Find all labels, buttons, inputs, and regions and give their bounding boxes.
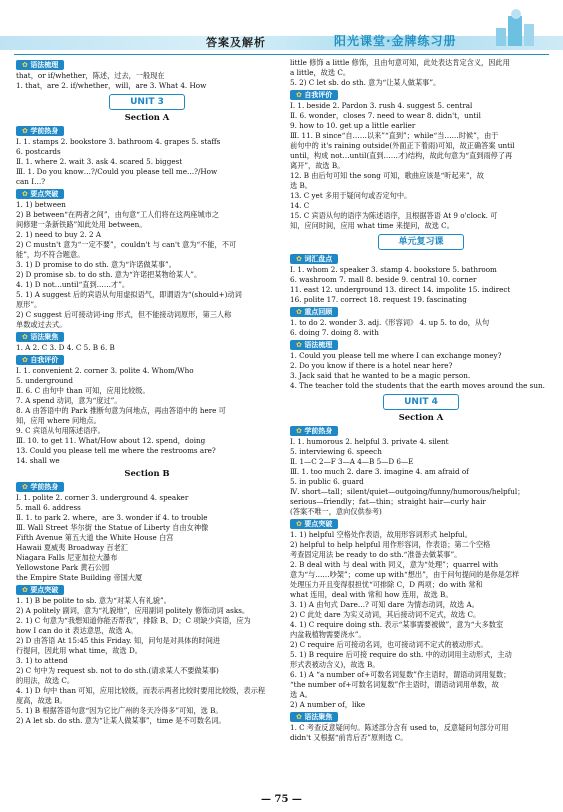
- answer-line: Ⅰ. 1. whom 2. speaker 3. stamp 4. bookstore 5. bathroom: [290, 265, 497, 274]
- answer-line: 5. interviewing 6. speech: [290, 447, 382, 456]
- answer-line: 知，应用 where 问地点。: [16, 416, 101, 425]
- answer-line: 1. 1) helpful 空格处作表语，故用形容词形式 helpful。: [290, 530, 472, 539]
- answer-line: 12. B 由后句可知 the song 可知，歌曲应该是“听起来”，故: [290, 171, 484, 180]
- answer-line: 3. 1) D promise to do sth. 意为“许诺做某事”。: [16, 260, 176, 269]
- building-icon: [490, 8, 550, 48]
- answer-line: Ⅰ. 1. humorous 2. helpful 3. private 4. silent: [290, 437, 449, 446]
- answer-line: 2) A let sb. do sth. 意为“让某人做某事”，time 是不可数名词。: [16, 716, 226, 725]
- answer-line: 2. B deal with 与 deal with 同义，意为“处理”；quarrel with: [290, 560, 499, 569]
- page-number: — 75 —: [261, 794, 302, 805]
- section-tag-row: [16, 330, 278, 343]
- answer-line: 2) B between“在两者之间”，由句意“工人们将在这两座城市之: [16, 210, 220, 219]
- section-tag-row: [16, 583, 278, 596]
- answer-line: 处理压力开且变得很担忧“可排除 C，D 两项；do with 常和: [290, 580, 483, 589]
- answer-line: 能”，均不符合题意。: [16, 250, 85, 259]
- header-rule: [14, 54, 549, 55]
- answer-line: 9. C 宾语从句用陈述语序。: [16, 426, 105, 435]
- answer-line: 3. 1) A 由句式 Dare…? 可知 dare 为情态动词，故选 A。: [290, 600, 479, 609]
- answer-line: 3. Jack said that he wanted to be a magic person.: [290, 371, 471, 380]
- answer-line: how I can do it 表达意思，故选 A。: [16, 626, 138, 635]
- answer-line: 6. postcards: [16, 147, 61, 156]
- page-header: [0, 0, 563, 52]
- answer-line: 知，应问时间，应用 what time 来提问，故选 C。: [290, 221, 454, 230]
- answer-line: 4. The teacher told the students that the earth moves around the sun.: [290, 381, 545, 390]
- answer-line: 2) C mustn't 意为“一定不要”，couldn't 与 can't 意为“不能，不可: [16, 240, 237, 249]
- answer-line: 14. C: [290, 201, 310, 210]
- section-tag-row: [16, 187, 278, 200]
- left-column: [16, 58, 278, 726]
- answer-line: 6. 1) A “a number of+可数名词复数”作主语时，谓语动词用复数；: [290, 670, 511, 679]
- answer-line: 5. in public 6. guard: [290, 477, 364, 486]
- answer-line: little 修饰 a little 修饰，且由句意可知，此处表达肯定含义，因此用: [290, 58, 510, 67]
- right-column: [290, 58, 552, 743]
- answer-line: 4. 1) D 句中 than 可知，应用比较级，而表示两者比较时要用比较级，表示程: [16, 686, 266, 695]
- section-heading: Section A: [124, 112, 170, 122]
- answer-line: Ⅳ. short—tall；silent/quiet—outgoing/funny/humorous/helpful；: [290, 487, 525, 496]
- answer-line: Ⅲ. Wall Street 华尔街 the Statue of Liberty 自由女神像: [16, 523, 209, 532]
- answer-line: Ⅲ. 10. to get 11. What/How about 12. spend，doing: [16, 436, 206, 445]
- section-heading: Section B: [124, 468, 170, 478]
- answer-line: 离开”，故选 B。: [290, 161, 345, 170]
- section-tag: ✿ 自我评价: [16, 355, 64, 365]
- answer-line: Ⅲ. 1. too much 2. dare 3. imagine 4. am afraid of: [290, 467, 469, 476]
- unit-title: UNIT 3: [109, 94, 185, 110]
- answer-line: 14. shall we: [16, 456, 60, 465]
- section-tag-row: [16, 353, 278, 366]
- answer-line: 形式表被动含义)，故选 B。: [290, 660, 380, 669]
- answer-line: Ⅲ. 1. Do you know…?/Could you please tell me…?/How: [16, 167, 218, 176]
- answer-line: Ⅱ. 6. C 由句中 than 可知，应用比较级。: [16, 386, 150, 395]
- answer-line: Fifth Avenue 第五大道 the White House 白宫: [16, 533, 174, 542]
- section-tag-row: [290, 252, 552, 265]
- brand-title: 阳光课堂·金牌练习册: [334, 34, 457, 48]
- section-tag: ✿ 语法梳理: [16, 60, 64, 70]
- answer-line: 7. A spend 动词，意为“度过”。: [16, 396, 122, 405]
- answer-line: 2) C 此处 dare 为实义动词，其后接动词不定式，故选 C。: [290, 610, 481, 619]
- answer-line: 2) D 由答语 At 15:45 this Friday. 知，问句是对具体的时间进: [16, 636, 221, 645]
- answer-line: 5. underground: [16, 376, 73, 385]
- answer-line: 5. 1) B require 后可接 require do sth. 中的动词用主动形式，主动: [290, 650, 512, 659]
- answer-line: 2. 1) need to buy 2. 2 A: [16, 230, 102, 239]
- section-tag: ✿ 语法聚焦: [16, 332, 64, 342]
- section-tag: ✿ 学前热身: [290, 426, 338, 436]
- answer-line: a little，故选 C。: [290, 68, 351, 77]
- answer-line: 1. that，are 2. if/whether，will，are 3. What 4. How: [16, 81, 207, 90]
- answer-line: Ⅱ. 6. wonder，closes 7. need to wear 8. didn't，until: [290, 111, 481, 120]
- section-tag-row: [290, 88, 552, 101]
- answer-line: didn't 又根据“前肯后否”原则选 C。: [290, 733, 408, 742]
- section-tag: ✿ 词汇盘点: [290, 254, 338, 264]
- header-title: 答案及解析: [206, 36, 266, 49]
- answer-line: 1. A 2. C 3. D 4. C 5. B 6. B: [16, 343, 115, 352]
- section-tag: ✿ 要点突破: [16, 189, 64, 199]
- answer-line: 选 B。: [290, 181, 312, 190]
- answer-line: 2) C require 后可接动名词，也可接动词不定式的被动形式。: [290, 640, 488, 649]
- review-title: 单元复习课: [378, 234, 464, 250]
- answer-line: (答案不唯一，意向仅供参考): [290, 507, 382, 516]
- answer-line: Ⅰ. 1. stamps 2. bookstore 3. bathroom 4. grapes 5. staffs: [16, 137, 221, 146]
- answer-line: 前句中的 it's raining outside(外面正下着雨)可知，故正确答案 until: [290, 141, 515, 150]
- section-tag-row: [290, 305, 552, 318]
- answer-line: until，构成 not…until(直到……才)结构，故此句意为“直到雨停了再: [290, 151, 513, 160]
- answer-line: 4. 1) C require doing sth. 表示“某事需要被做”，意为“大多数室: [290, 620, 504, 629]
- section-tag: ✿ 要点突破: [16, 585, 64, 595]
- header-wave-band: [0, 36, 563, 50]
- answer-line: Ⅱ. 1—C 2—F 3—A 4—B 5—D 6—E: [290, 457, 414, 466]
- section-tag-row: [290, 424, 552, 437]
- answer-line: serious—friendly；fat—thin；straight hair—curly hair: [290, 497, 486, 506]
- answer-line: 13. Could you please tell me where the restrooms are?: [16, 446, 216, 455]
- answer-line: 2) C suggest 后可接动词-ing 形式，但不能接动词原形，第三人称: [16, 310, 232, 319]
- answer-line: 考查固定用法 be ready to do sth.“准备去做某事”。: [290, 550, 462, 559]
- answer-line: 5. 1) B 根据答语句意“因为它比广州的冬天冷得多”可知，选 B。: [16, 706, 223, 715]
- answer-line: Niagara Falls 尼亚加拉大瀑布: [16, 553, 118, 562]
- answer-line: 13. C yet 多用于疑问句或否定句中。: [290, 191, 412, 200]
- section-tag: ✿ 学前热身: [16, 482, 64, 492]
- answer-line: “the number of+可数名词复数”作主语时，谓语动词用单数，故: [290, 680, 499, 689]
- section-tag-row: [16, 480, 278, 493]
- section-tag-row: [290, 517, 552, 530]
- answer-line: 1. Could you please tell me where I can exchange money?: [290, 351, 502, 360]
- answer-line: that，or if/whether，陈述，过去，一般现在: [16, 71, 165, 80]
- section-tag: ✿ 自我评价: [290, 90, 338, 100]
- answer-line: 8. A 由答语中的 Park 推断句意为问地点，再由答语中的 here 可: [16, 406, 226, 415]
- section-tag-row: [290, 710, 552, 723]
- answer-line: 2) A politely 副词，意为“礼貌地”，应用副词 politely 修饰动词 asks。: [16, 606, 250, 615]
- answer-line: 2. Do you know if there is a hotel near here?: [290, 361, 453, 370]
- answer-line: Ⅲ. 11. B since“自……以来”“直到”；while“当……时候”，由于: [290, 131, 499, 140]
- answer-line: Ⅰ. 1. convenient 2. corner 3. polite 4. Whom/Who: [16, 366, 194, 375]
- answer-line: 度高，故选 B。: [16, 696, 67, 705]
- answer-line: 3. 1) to attend: [16, 656, 68, 665]
- section-tag-row: [16, 124, 278, 137]
- answer-line: Hawaii 夏威夷 Broadway 百老汇: [16, 543, 128, 552]
- answer-line: 4. 1) D not…until“直到……才”。: [16, 280, 130, 289]
- answer-line: 1. 1) between: [16, 200, 66, 209]
- answer-line: 15. C 宾语从句的语序为陈述语序，且根据答语 At 9 o'clock. 可: [290, 211, 498, 220]
- answer-line: 1. C 考查反意疑问句。陈述部分含有 used to，反意疑问句部分可用: [290, 723, 509, 732]
- answer-line: 5. 1) A suggest 后的宾语从句用虚拟语气，即谓语为“(should+)动词: [16, 290, 242, 299]
- answer-line: 6. washroom 7. mall 8. beside 9. central 10. corner: [290, 275, 477, 284]
- section-tag: ✿ 语法聚焦: [290, 712, 338, 722]
- answer-line: 2) helpful to help helpful 用作形容词，作表语；第二个空格: [290, 540, 491, 549]
- answer-line: 单数或过去式。: [16, 320, 67, 329]
- section-tag-row: [16, 58, 278, 71]
- answer-line: 6. doing 7. doing 8. with: [290, 328, 379, 337]
- section-heading: Section A: [398, 412, 444, 422]
- answer-line: 间修建一条新铁路”知此处用 between。: [16, 220, 147, 229]
- answer-line: 9. how to 10. get up a little earlier: [290, 121, 416, 130]
- answer-line: Ⅰ. 1. beside 2. Pardon 3. rush 4. suggest 5. central: [290, 101, 473, 110]
- answer-line: 内盆栽植物需要浇水”。: [290, 630, 366, 639]
- answer-line: 的用法，故选 C。: [16, 676, 75, 685]
- answer-line: 1. 1) B be polite to sb. 意为“对某人有礼貌”。: [16, 596, 171, 605]
- section-tag-row: [290, 338, 552, 351]
- answer-line: 16. polite 17. correct 18. request 19. fascinating: [290, 295, 467, 304]
- answer-line: 行提问，因此用 what time，故选 D。: [16, 646, 142, 655]
- section-tag: ✿ 要点突破: [290, 519, 338, 529]
- answer-line: the Empire State Building 帝国大厦: [16, 573, 143, 582]
- answer-line: 2) C 句中为 request sb. not to do sth.(请求某人不要做某事): [16, 666, 219, 675]
- answer-line: 5. 2) C let sb. do sth. 意为“让某人做某事”。: [290, 78, 441, 87]
- answer-line: 意为“与……吵架”；come up with“想出”，由于问句提问的是你是怎样: [290, 570, 520, 579]
- answer-line: 1. to do 2. wonder 3. adj.《形容词》 4. up 5. to do，从句: [290, 318, 490, 327]
- answer-line: what 连用，deal with 常和 how 连用，故选 B。: [290, 590, 453, 599]
- answer-line: Ⅱ. 1. where 2. wait 3. ask 4. scared 5. biggest: [16, 157, 183, 166]
- answer-line: Yellowstone Park 黄石公园: [16, 563, 110, 572]
- answer-line: 2) D promise sb. to do sth. 意为“许诺把某物给某人”。: [16, 270, 202, 279]
- answer-line: 2) A number of，like: [290, 700, 366, 709]
- answer-line: 选 A。: [290, 690, 312, 699]
- answer-line: can I…?: [16, 177, 46, 186]
- section-tag: ✿ 重点回顾: [290, 307, 338, 317]
- unit-title: UNIT 4: [383, 394, 459, 410]
- section-tag: ✿ 语法梳理: [290, 340, 338, 350]
- answer-line: 11. east 12. underground 13. direct 14. impolite 15. indirect: [290, 285, 511, 294]
- section-tag: ✿ 学前热身: [16, 126, 64, 136]
- answer-line: 原形”。: [16, 300, 42, 309]
- answer-line: Ⅰ. 1. polite 2. corner 3. underground 4. speaker: [16, 493, 189, 502]
- answer-line: Ⅱ. 1. to park 2. where，are 3. wonder if 4. to trouble: [16, 513, 208, 522]
- answer-line: 5. mall 6. address: [16, 503, 81, 512]
- answer-line: 2. 1) C 句意为“我想知道你能否帮我”，排除 B、D；C 项缺少宾语，应为: [16, 616, 251, 625]
